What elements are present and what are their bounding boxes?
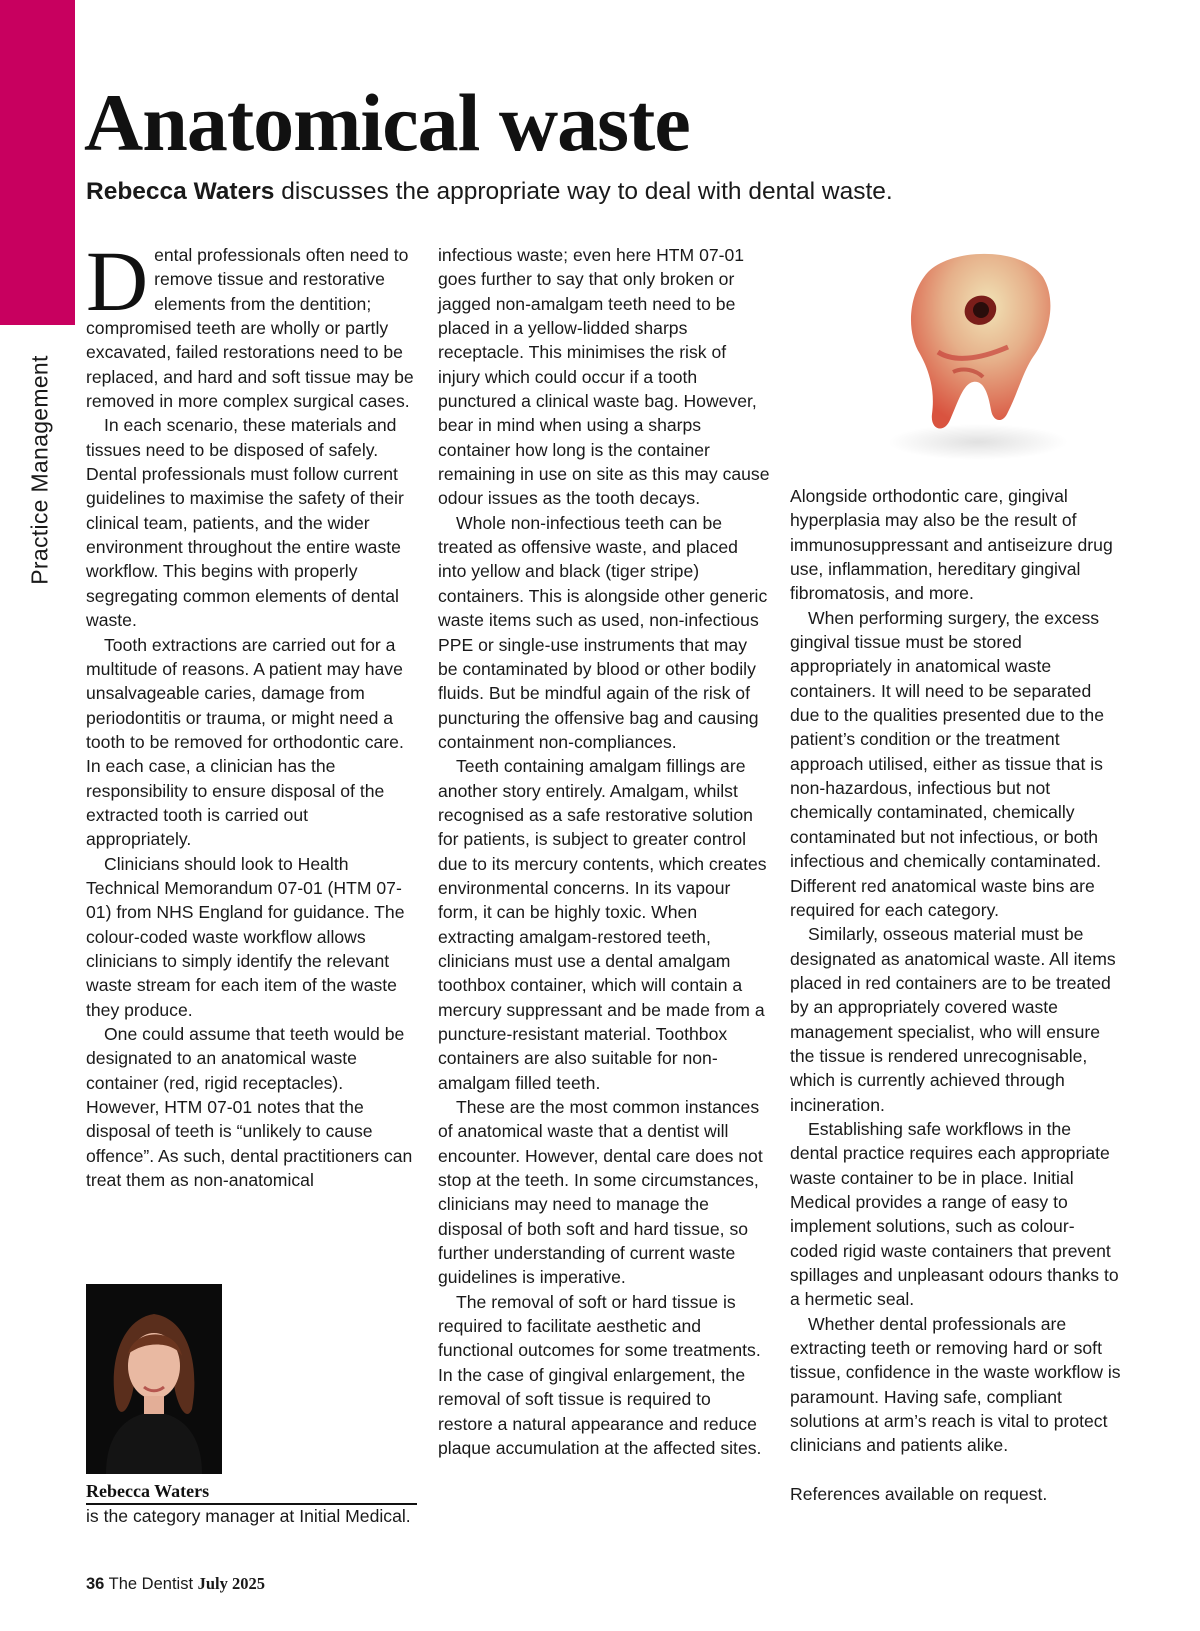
article-paragraph: Tooth extractions are carried out for a multitude of reasons. A patient may have unsalvageable caries, damage from periodontitis or trauma, or might need a tooth to be removed for orthodontic care. In each case, a clinician has the responsibility to ensure disposal of the extracted tooth is carried out appropriately. [86,634,404,850]
author-name: Rebecca Waters [86,1480,417,1505]
author-portrait [86,1284,222,1474]
article-paragraph: Clinicians should look to Health Technical Memorandum 07-01 (HTM 07-01) from NHS England for guidance. The colour-coded waste workflow allows clinicians to simply identify the relevant waste stream for each item of the waste they produce. [86,853,405,1020]
article-column-2 [438,243,770,1460]
standfirst-text: discusses the appropriate way to deal with dental waste. [274,178,893,205]
article-paragraph: Alongside orthodontic care, gingival hyperplasia may also be the result of immunosuppressant and antiseizure drug use, inflammation, hereditary gingival fibromatosis, and more. [790,486,1113,604]
page-number: 36 [86,1575,105,1593]
article-paragraph: The removal of soft or hard tissue is required to facilitate aesthetic and functional outcomes for some treatments. In the case of gingival enlargement, the removal of soft tissue is required to restore a natural appearance and reduce plaque accumulation at the affected sites. [438,1291,762,1458]
standfirst [86,178,893,206]
section-label: Practice Management [26,355,53,585]
references-note: References available on request. [790,1483,1048,1504]
article-paragraph: infectious waste; even here HTM 07-01 goes further to say that only broken or jagged non-amalgam teeth need to be placed in a yellow-lidded sharps receptacle. This minimises the risk of injury which could occur if a tooth punctured a clinical waste bag. However, bear in mind when using a sharps container how long is the container remaining in use on site as this may cause odour issues as the tooth decays. [438,245,770,509]
article-paragraph: Dental professionals often need to remove tissue and restorative elements from the dentition; compromised teeth are wholly or partly excavated, failed restorations need to be replaced, and hard and soft tissue may be removed in more complex surgical cases. [86,233,414,412]
extracted-tooth-photo [858,242,1088,472]
article-paragraph: One could assume that teeth would be designated to an anatomical waste container (red, rigid receptacles). However, HTM 07-01 notes that the disposal of teeth is “unlikely to cause offence”. As such, dental practitioners can treat them as non-anatomical [86,1024,413,1191]
article-paragraph: Similarly, osseous material must be designated as anatomical waste. All items placed in red containers are to be treated by an appropriately covered waste management specialist, who will ensure the tissue is rendered unrecognisable, which is currently achieved through incineration. [790,924,1116,1115]
article-paragraph: Establishing safe workflows in the dental practice requires each appropriate waste container to be in place. Initial Medical provides a range of easy to implement solutions, such as colour-coded rigid waste containers that prevent spillages and unpleasant odours thanks to a hermetic seal. [790,1118,1119,1310]
article-paragraph: When performing surgery, the excess gingival tissue must be stored appropriately in anatomical waste containers. It will need to be separated due to the qualities presented due to the patient’s condition or the treatment approach utilised, either as tissue that is non-hazardous, infectious but not chemically contaminated, chemically contaminated but not infectious, or both infectious and chemically contaminated. Different red anatomical waste bins are required for each category. [790,607,1104,920]
article-column-1 [86,233,417,1192]
article-paragraph: Teeth containing amalgam fillings are another story entirely. Amalgam, whilst recognised as a safe restorative solution for patients, is subject to greater control due to its mercury contents, which creates environmental concerns. In its vapour form, it can be highly toxic. When extracting amalgam-restored teeth, clinicians must use a dental amalgam toothbox container, which will contain a mercury suppressant and be made from a puncture-resistant material. Toothbox containers are also suitable for non-amalgam filled teeth. [438,756,767,1093]
drop-cap: D [86,233,149,329]
article-paragraph: Whole non-infectious teeth can be treated as offensive waste, and placed into yellow and black (tiger stripe) containers. This is alongside other generic waste items such as used, non-infectious PPE or single-use instruments that may be contaminated by blood or other bodily fluids. But be mindful again of the risk of puncturing the offensive bag and causing containment non-compliances. [438,512,768,752]
publication-name: The Dentist [108,1575,194,1593]
page-title: Anatomical waste [84,77,690,168]
article-paragraph: Whether dental professionals are extracting teeth or removing hard or soft tissue, confidence in the waste workflow is paramount. Having safe, compliant solutions at arm’s reach is vital to protect clinicians and patients alike. [790,1313,1121,1456]
article-column-3 [790,484,1122,1506]
article-paragraph: These are the most common instances of anatomical waste that a dentist will encounter. However, dental care does not stop at the teeth. In some circumstances, clinicians may need to manage the disposal of both soft and hard tissue, so further understanding of current waste guidelines is imperative. [438,1097,763,1288]
section-accent-bar [0,0,75,325]
standfirst-author: Rebecca Waters [86,178,275,205]
author-bio: is the category manager at Initial Medical. [86,1506,411,1526]
issue-date: July 2025 [197,1574,266,1593]
page-folio [86,1574,265,1594]
article-paragraph: In each scenario, these materials and tissues need to be disposed of safely. Dental professionals must follow current guidelines to maximise the safety of their clinical team, patients, and the wider environment throughout the entire waste workflow. This begins with properly segregating common elements of dental waste. [86,415,404,631]
